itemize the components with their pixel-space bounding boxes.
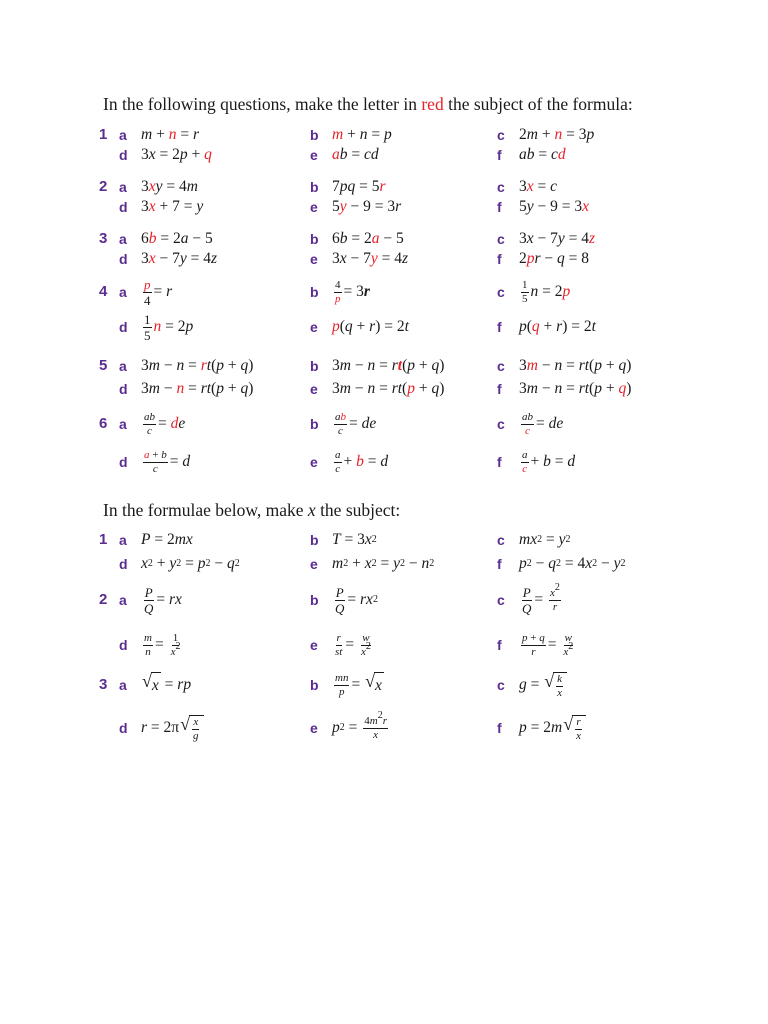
- formula: 3 m − n = rt ( p + q ): [332, 380, 445, 397]
- part-letter: c: [497, 284, 505, 300]
- s2-q1-row-2: [0, 552, 768, 576]
- part-letter: a: [119, 592, 127, 608]
- q3-row-2: [0, 247, 768, 271]
- formula: 3 x − 7 y = 4 z: [141, 250, 218, 267]
- part-letter: a: [119, 179, 127, 195]
- part-letter: b: [310, 284, 319, 300]
- part-letter: e: [310, 147, 318, 163]
- question-number: 3: [99, 230, 108, 247]
- part-letter: e: [310, 637, 318, 653]
- part-letter: a: [119, 284, 127, 300]
- formula: 3 x = 2 p + q: [141, 146, 212, 163]
- part-letter: b: [310, 358, 319, 374]
- part-letter: d: [119, 720, 128, 736]
- formula: $\frac{a}{c}$ + b = d: [522, 448, 576, 475]
- formula: 3 m − n = rt ( p + q ): [519, 380, 632, 397]
- part-letter: c: [497, 127, 505, 143]
- formula: $\frac{4}{p}$ = 3 r: [335, 278, 370, 305]
- part-letter: a: [119, 532, 127, 548]
- formula: $\frac{ab}{c}$ = de: [522, 410, 564, 437]
- section-1-heading: In the following questions, make the letter in red the subject of the formula:: [103, 94, 633, 114]
- part-letter: a: [119, 677, 127, 693]
- part-letter: b: [310, 127, 319, 143]
- question-number: 3: [99, 676, 108, 693]
- part-letter: d: [119, 147, 128, 163]
- part-letter: e: [310, 454, 318, 470]
- formula: p = 2 m √ $\frac{r}{x}$: [519, 716, 586, 740]
- part-letter: f: [497, 637, 502, 653]
- formula: $\frac{ab}{c}$ = d e: [144, 410, 186, 437]
- formula: $\frac{a}{c}$ + b = d: [335, 448, 389, 475]
- part-letter: f: [497, 381, 502, 397]
- part-letter: e: [310, 720, 318, 736]
- formula: $\frac{P}{Q}$ = rx: [144, 584, 182, 616]
- formula: $\frac{1}{5}$ n = 2 p: [144, 311, 194, 343]
- part-letter: c: [497, 532, 505, 548]
- formula: mx 2 = y 2: [519, 531, 571, 548]
- formula: 5 y − 9 = 3 r: [332, 198, 402, 215]
- formula: 2 m + n = 3 p: [519, 126, 595, 143]
- formula: ab = c d: [519, 146, 566, 163]
- s2-q3-row-1: [0, 670, 768, 699]
- formula: 3 x − 7 y = 4 z: [519, 230, 596, 247]
- part-letter: b: [310, 532, 319, 548]
- formula: p 2 − q 2 = 4 x 2 − y 2: [519, 555, 626, 572]
- question-number: 4: [99, 283, 108, 300]
- formula: $\frac{ab}{c}$ = de: [335, 410, 377, 437]
- formula: a b = cd: [332, 146, 379, 163]
- s2-q3-row-2: [0, 709, 768, 742]
- part-letter: e: [310, 381, 318, 397]
- q4-row-2: [0, 311, 768, 343]
- formula: $\frac{P}{Q}$ = $\frac{x^2}{r}$: [522, 581, 560, 616]
- part-letter: a: [119, 231, 127, 247]
- part-letter: f: [497, 319, 502, 335]
- formula: $\frac{a + b}{c}$ = d: [144, 448, 191, 475]
- q5-row-1: [0, 354, 768, 378]
- part-letter: e: [310, 319, 318, 335]
- part-letter: d: [119, 381, 128, 397]
- part-letter: c: [497, 416, 505, 432]
- s2-q2-row-1: [0, 581, 768, 616]
- question-number: 2: [99, 591, 108, 608]
- part-letter: c: [497, 231, 505, 247]
- part-letter: a: [119, 416, 127, 432]
- formula: r = 2π √ $\frac{x}{g}$: [141, 716, 204, 740]
- formula: $\frac{m}{n}$ = $\frac{1}{x^2}$: [144, 631, 181, 658]
- formula: p ( q + r ) = 2 t: [519, 318, 596, 335]
- part-letter: c: [497, 179, 505, 195]
- s2-q2-row-2: [0, 633, 768, 657]
- formula: 3 x + 7 = y: [141, 198, 204, 215]
- formula: m + n = p: [332, 126, 392, 143]
- formula: T = 3 x 2: [332, 531, 377, 548]
- part-letter: d: [119, 199, 128, 215]
- formula: 3 m − n = r t ( p + q ): [141, 357, 254, 374]
- formula: 3 m − n = r t ( p + q ): [332, 357, 445, 374]
- q4-row-1: [0, 276, 768, 308]
- formula: $\frac{r}{st}$ = $\frac{w}{x^2}$: [335, 631, 371, 658]
- s2-q1-row-1: [0, 528, 768, 552]
- formula: 3 m − n = rt ( p + q ): [519, 357, 632, 374]
- part-letter: c: [497, 358, 505, 374]
- formula: $\frac{mn}{p}$ = √ x: [335, 671, 382, 698]
- question-number: 2: [99, 178, 108, 195]
- q6-row-2: [0, 450, 768, 474]
- formula: $\frac{P}{Q}$ = rx 2: [335, 584, 378, 616]
- formula: √ x = rp: [141, 673, 191, 697]
- formula: 6 b = 2 a − 5: [332, 230, 404, 247]
- q1-row-2: [0, 143, 768, 167]
- part-letter: f: [497, 720, 502, 736]
- question-number: 5: [99, 357, 108, 374]
- part-letter: f: [497, 199, 502, 215]
- part-letter: b: [310, 416, 319, 432]
- formula: p 2 = $\frac{4m^2r}{x}$: [332, 709, 387, 741]
- part-letter: e: [310, 199, 318, 215]
- part-letter: a: [119, 358, 127, 374]
- red-word: red: [421, 94, 444, 114]
- q2-row-2: [0, 195, 768, 219]
- part-letter: c: [497, 677, 505, 693]
- part-letter: c: [497, 592, 505, 608]
- part-letter: b: [310, 179, 319, 195]
- part-letter: d: [119, 637, 128, 653]
- formula: $\frac{1}{5}$ n = 2 p: [522, 278, 571, 305]
- part-letter: d: [119, 556, 128, 572]
- section-2-heading: In the formulae below, make x the subject:: [103, 500, 401, 520]
- formula: m + n = r: [141, 126, 199, 143]
- question-number: 6: [99, 415, 108, 432]
- formula: 3 x − 7 y = 4 z: [332, 250, 409, 267]
- formula: p ( q + r ) = 2 t: [332, 318, 409, 335]
- formula: 3 m − n = rt ( p + q ): [141, 380, 254, 397]
- formula: g = √ $\frac{k}{x}$: [519, 673, 567, 697]
- formula: 6 b = 2 a − 5: [141, 230, 213, 247]
- formula: 3 x = c: [519, 178, 558, 195]
- part-letter: f: [497, 556, 502, 572]
- part-letter: d: [119, 251, 128, 267]
- part-letter: d: [119, 454, 128, 470]
- part-letter: f: [497, 454, 502, 470]
- part-letter: d: [119, 319, 128, 335]
- part-letter: b: [310, 592, 319, 608]
- part-letter: f: [497, 147, 502, 163]
- q5-row-2: [0, 377, 768, 401]
- part-letter: b: [310, 231, 319, 247]
- formula: P = 2 mx: [141, 531, 193, 548]
- part-letter: b: [310, 677, 319, 693]
- part-letter: e: [310, 556, 318, 572]
- formula: 3 x y = 4 m: [141, 178, 198, 195]
- formula: 7 pq = 5 r: [332, 178, 386, 195]
- formula: 5 y − 9 = 3 x: [519, 198, 590, 215]
- formula: m 2 + x 2 = y 2 − n 2: [332, 555, 435, 572]
- part-letter: e: [310, 251, 318, 267]
- part-letter: a: [119, 127, 127, 143]
- q6-row-1: [0, 412, 768, 436]
- formula: $\frac{p + q}{r}$ = $\frac{w}{x^2}$: [522, 631, 574, 658]
- part-letter: f: [497, 251, 502, 267]
- formula: 2 p r − q = 8: [519, 250, 590, 267]
- formula: $\frac{p}{4}$ = r: [144, 276, 173, 308]
- question-number: 1: [99, 126, 108, 143]
- question-number: 1: [99, 531, 108, 548]
- formula: x 2 + y 2 = p 2 − q 2: [141, 555, 240, 572]
